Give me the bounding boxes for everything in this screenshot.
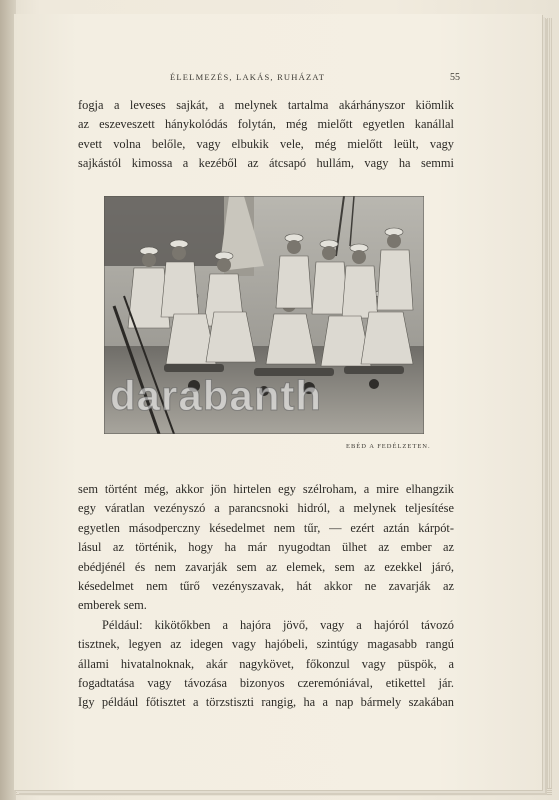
text-line: fogja a leveses sajkát, a melynek tartalma akárhányszor kiömlik bbox=[78, 98, 454, 112]
photo-sailors-lunch bbox=[104, 196, 424, 434]
text-line: tisztnek, legyen az idegen vagy hajóbeli, szintúgy magasabb rangú bbox=[78, 637, 454, 652]
watermark: darabanth bbox=[110, 372, 323, 419]
photo-caption: EBÉD A FEDÉLZETEN. bbox=[346, 443, 431, 450]
paragraph-bottom bbox=[78, 480, 454, 713]
photo-image bbox=[104, 196, 424, 434]
text-line: emberek sem. bbox=[78, 598, 147, 613]
text-line: állami hivatalnoknak, akár nagykövet, főkonzul vagy püspök, a bbox=[78, 656, 454, 671]
text-line: Igy például főtisztet a törzstiszti rangig, ha a nap bármely szakában bbox=[78, 695, 454, 710]
text-line: egyetlen másodperczny késedelmet nem tűr, — ezért aztán kárpót- bbox=[78, 520, 454, 535]
text-line: egy váratlan vezényszó a parancsnoki hidról, a melynek teljesítése bbox=[78, 501, 454, 516]
text-line: lásul az történik, hogy ha már nyugodtan ülhet az ember az bbox=[78, 540, 454, 555]
text-line: késedelmet nem tűrő vezényszavak, hát akkor ne zavarják az bbox=[78, 579, 454, 594]
paragraph-top bbox=[78, 96, 454, 174]
text-line: ebédjénél és nem zavarják sem az elemek, sem az ezekkel járó, bbox=[78, 559, 454, 574]
text-line: sajkástól kimossa a kezéből az átcsapó hullám, vagy ha semmi bbox=[78, 156, 454, 171]
text-line: evett volna belőle, vagy elbukik vele, még mielőtt leült, vagy bbox=[78, 136, 454, 151]
text-line: fogadtatása vagy távozása bizonyos czeremóniával, etikettel jár. bbox=[78, 676, 454, 691]
running-head: ÉLELMEZÉS, LAKÁS, RUHÁZAT bbox=[170, 72, 326, 82]
text-line: az eszeveszett hánykolódás folytán, még mielőtt egyetlen kanállal bbox=[78, 117, 454, 132]
page-number: 55 bbox=[450, 72, 460, 83]
page-header bbox=[170, 72, 460, 83]
text-line: Például: kikötőkben a hajóra jövő, vagy a hajóról távozó bbox=[102, 617, 454, 632]
page-edges-right bbox=[542, 18, 552, 792]
text-line: sem történt még, akkor jön hirtelen egy szélroham, a mire elhangzik bbox=[78, 482, 454, 496]
